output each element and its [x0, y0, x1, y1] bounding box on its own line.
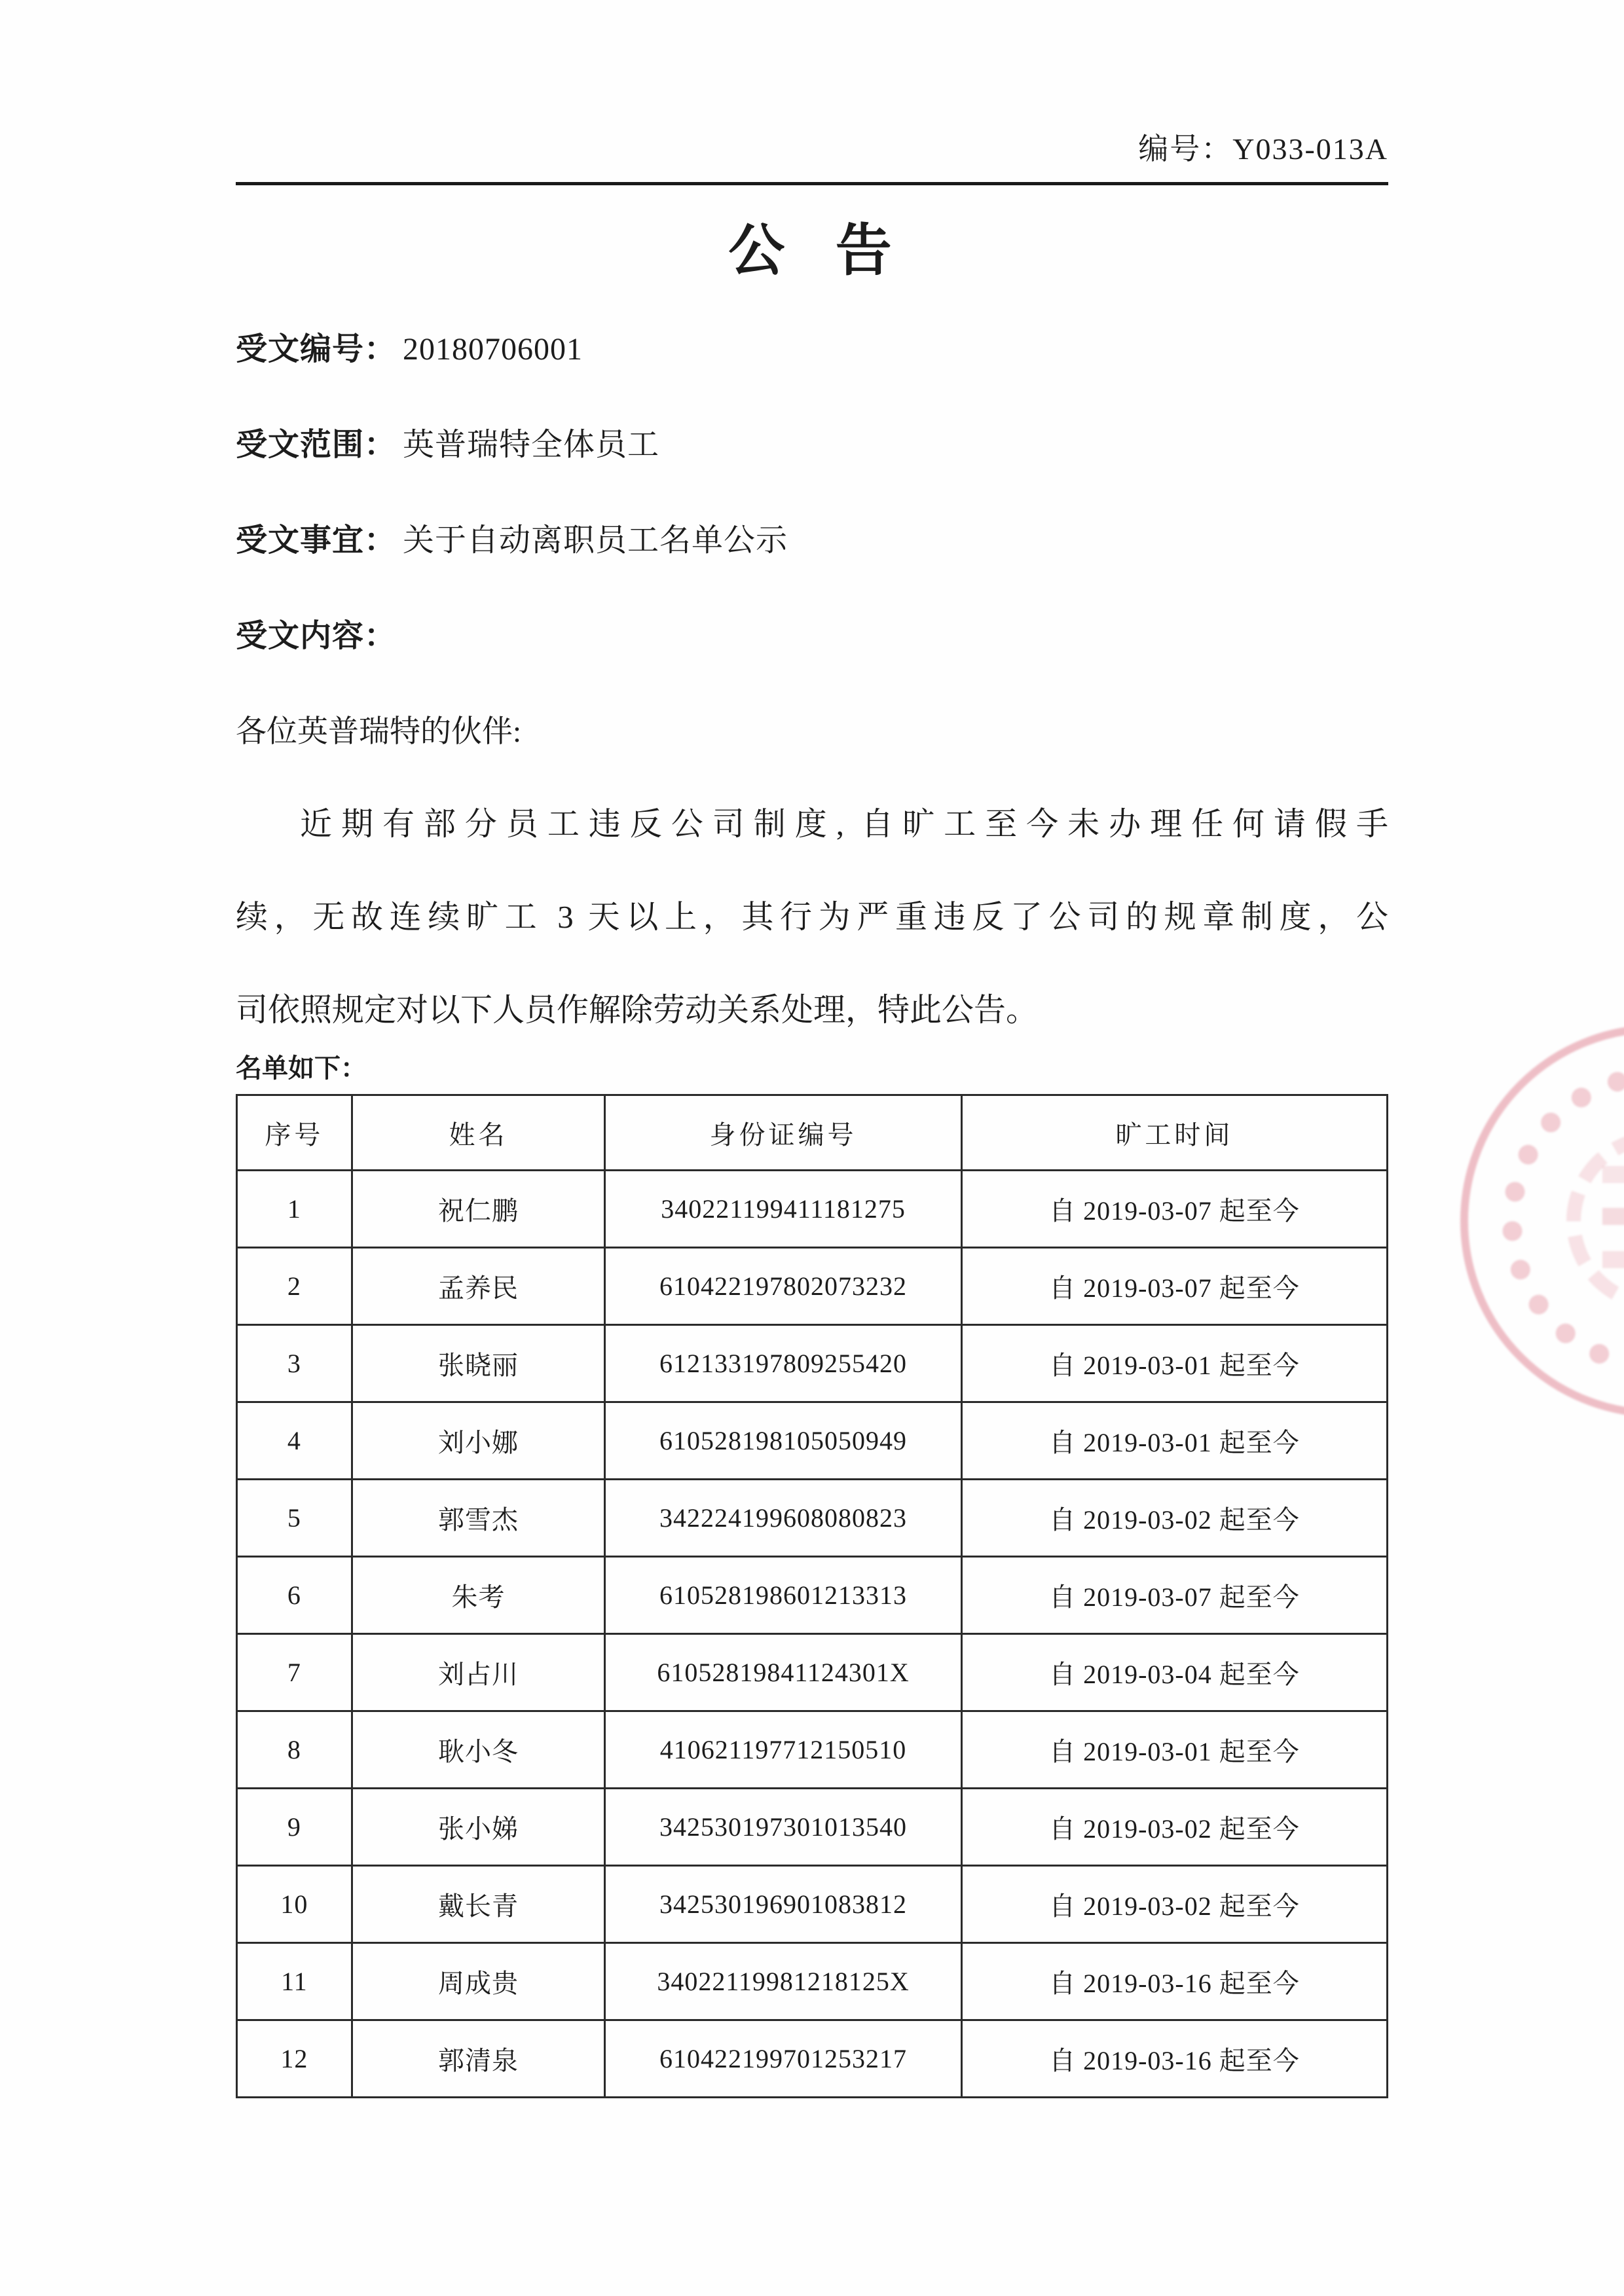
table-row	[237, 1557, 1388, 1634]
column-header-name: 姓名	[352, 1095, 605, 1171]
cell-index: 3	[237, 1325, 352, 1402]
field-value: 英普瑞特全体员工	[403, 428, 660, 462]
body-line: 司依照规定对以下人员作解除劳动关系处理，特此公告。	[236, 992, 1039, 1028]
cell-absence-period: 自 2019-03-07 起至今	[961, 1248, 1387, 1325]
cell-name: 周成贵	[352, 1943, 605, 2020]
cell-absence-period: 自 2019-03-02 起至今	[961, 1866, 1387, 1943]
cell-name: 孟养民	[352, 1248, 605, 1325]
cell-index: 8	[237, 1711, 352, 1789]
table-row	[237, 1866, 1388, 1943]
table-row	[237, 1402, 1388, 1480]
body-line: 近期有部分员工违反公司制度, 自旷工至今未办理任何请假手	[300, 806, 1388, 842]
field-value: 关于自动离职员工名单公示	[403, 523, 788, 558]
cell-id-number: 410621197712150510	[605, 1711, 962, 1789]
cell-absence-period: 自 2019-03-04 起至今	[961, 1634, 1387, 1711]
cell-index: 11	[237, 1943, 352, 2020]
cell-id-number: 34022119981218125X	[605, 1943, 962, 2020]
table-header-row	[237, 1095, 1388, 1171]
field-value: 20180706001	[403, 332, 583, 367]
cell-id-number: 340221199411181275	[605, 1171, 962, 1248]
cell-name: 祝仁鹏	[352, 1171, 605, 1248]
cell-id-number: 610422199701253217	[605, 2020, 962, 2098]
cell-index: 9	[237, 1789, 352, 1866]
document-content	[0, 130, 1624, 2098]
seal-center-mark	[1602, 1208, 1624, 1225]
body-paragraph	[236, 803, 1388, 1031]
employee-table-header	[237, 1095, 1388, 1171]
cell-id-number: 342224199608080823	[605, 1480, 962, 1557]
table-row	[237, 1325, 1388, 1402]
list-intro-label: 名单如下：	[236, 1053, 367, 1083]
table-row	[237, 2020, 1388, 2098]
table-row	[237, 1789, 1388, 1866]
cell-name: 刘占川	[352, 1634, 605, 1711]
field-label: 受文内容：	[236, 619, 397, 653]
cell-name: 郭雪杰	[352, 1480, 605, 1557]
cell-absence-period: 自 2019-03-07 起至今	[961, 1557, 1387, 1634]
table-row	[237, 1711, 1388, 1789]
cell-id-number: 610422197802073232	[605, 1248, 962, 1325]
column-header-absence-period: 旷工时间	[961, 1095, 1387, 1171]
cell-absence-period: 自 2019-03-02 起至今	[961, 1789, 1387, 1866]
cell-index: 2	[237, 1248, 352, 1325]
field-label: 受文编号：	[236, 332, 397, 367]
field-row-content	[236, 616, 1388, 657]
field-row-scope	[236, 425, 1388, 465]
cell-name: 刘小娜	[352, 1402, 605, 1480]
cell-name: 耿小冬	[352, 1711, 605, 1789]
column-header-id-number: 身份证编号	[605, 1095, 962, 1171]
field-label: 受文事宜：	[236, 523, 397, 558]
table-row	[237, 1248, 1388, 1325]
table-row	[237, 1480, 1388, 1557]
employee-table	[236, 1094, 1388, 2098]
cell-absence-period: 自 2019-03-01 起至今	[961, 1325, 1387, 1402]
table-row	[237, 1634, 1388, 1711]
field-row-subject	[236, 520, 1388, 561]
cell-name: 戴长青	[352, 1866, 605, 1943]
cell-index: 12	[237, 2020, 352, 2098]
cell-index: 4	[237, 1402, 352, 1480]
table-row	[237, 1171, 1388, 1248]
cell-index: 10	[237, 1866, 352, 1943]
field-label: 受文范围：	[236, 428, 397, 462]
cell-id-number: 612133197809255420	[605, 1325, 962, 1402]
cell-id-number: 342530196901083812	[605, 1866, 962, 1943]
cell-id-number: 610528198601213313	[605, 1557, 962, 1634]
cell-name: 郭清泉	[352, 2020, 605, 2098]
field-row-doc-number	[236, 329, 1388, 370]
cell-index: 5	[237, 1480, 352, 1557]
cell-absence-period: 自 2019-03-01 起至今	[961, 1711, 1387, 1789]
cell-id-number: 342530197301013540	[605, 1789, 962, 1866]
employee-table-body	[237, 1171, 1388, 2098]
cell-name: 张小娣	[352, 1789, 605, 1866]
document-number: 编号：Y033-013A	[1138, 132, 1388, 166]
metadata-fields	[236, 329, 1388, 657]
cell-absence-period: 自 2019-03-07 起至今	[961, 1171, 1387, 1248]
cell-name: 朱考	[352, 1557, 605, 1634]
cell-index: 1	[237, 1171, 352, 1248]
cell-id-number: 610528198105050949	[605, 1402, 962, 1480]
cell-absence-period: 自 2019-03-16 起至今	[961, 1943, 1387, 2020]
cell-index: 7	[237, 1634, 352, 1711]
cell-absence-period: 自 2019-03-16 起至今	[961, 2020, 1387, 2098]
cell-index: 6	[237, 1557, 352, 1634]
cell-name: 张晓丽	[352, 1325, 605, 1402]
column-header-index: 序号	[237, 1095, 352, 1171]
header-divider-line	[236, 182, 1388, 185]
salutation: 各位英普瑞特的伙伴:	[236, 715, 522, 749]
page-title: 公 告	[728, 219, 896, 282]
cell-id-number: 61052819841124301X	[605, 1634, 962, 1711]
table-row	[237, 1943, 1388, 2020]
cell-absence-period: 自 2019-03-01 起至今	[961, 1402, 1387, 1480]
body-line: 续，无故连续旷工 3 天以上，其行为严重违反了公司的规章制度，公	[236, 899, 1388, 935]
cell-absence-period: 自 2019-03-02 起至今	[961, 1480, 1387, 1557]
